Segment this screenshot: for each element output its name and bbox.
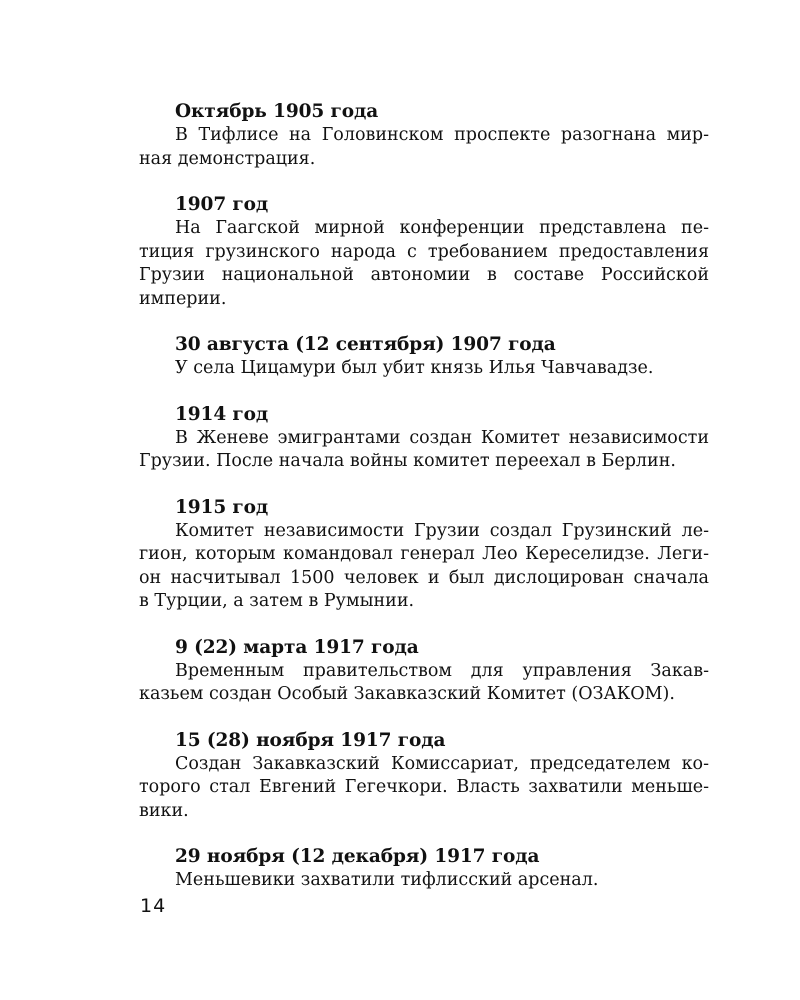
text-line: вики.: [139, 800, 189, 821]
page-number: 14: [140, 895, 167, 917]
chronology-entry: [139, 636, 709, 707]
text-line: Меньшевики захватили тифлисский арсенал.: [175, 870, 599, 890]
chronology-entry: [139, 333, 709, 381]
entry-text: [139, 357, 709, 381]
text-line: У села Цицамури был убит князь Илья Чавчавадзе.: [175, 358, 654, 378]
entry-date: 30 августа (12 сентября) 1907 года: [175, 334, 556, 355]
entry-date: 9 (22) марта 1917 года: [175, 636, 419, 658]
chronology-entry: [139, 403, 709, 474]
entry-text: [139, 427, 709, 474]
text-line: тиция грузинского народа с требованием предоставления: [139, 241, 709, 262]
entry-text: [139, 660, 709, 707]
chronology-content: [139, 100, 709, 915]
text-line: На Гаагской мирной конференции представлена пе-: [175, 218, 709, 238]
text-line: империи.: [139, 288, 227, 309]
entry-text: [139, 753, 709, 824]
entry-date: Октябрь 1905 года: [175, 101, 379, 122]
chronology-entry: [139, 100, 709, 171]
chronology-entry: [139, 193, 709, 311]
text-line: Комитет независимости Грузии создал Грузинский ле-: [175, 520, 709, 541]
text-line: гион, которым командовал генерал Лео Кереселидзе. Леги-: [139, 544, 709, 564]
chronology-entry: [139, 845, 709, 893]
entry-date: 29 ноября (12 декабря) 1917 года: [175, 846, 540, 867]
text-line: в Турции, а затем в Румынии.: [139, 591, 415, 611]
text-line: ная демонстрация.: [139, 148, 316, 169]
chronology-entry: [139, 729, 709, 824]
text-line: Грузии национальной автономии в составе Российской: [139, 265, 709, 285]
text-line: Грузии. После начала войны комитет переехал в Берлин.: [139, 451, 676, 471]
entry-date: 1907 год: [175, 194, 269, 215]
text-line: торого стал Евгений Гегечкори. Власть захватили меньше-: [139, 777, 709, 797]
entry-text: [139, 217, 709, 311]
text-line: Временным правительством для управления Закав-: [175, 660, 709, 681]
entry-text: [139, 124, 709, 171]
text-line: он насчитывал 1500 человек и был дислоцирован сначала: [139, 567, 709, 588]
text-line: В Тифлисе на Головинском проспекте разогнана мир-: [175, 125, 709, 145]
entry-text: [139, 520, 709, 614]
entry-date: 1915 год: [175, 496, 269, 518]
entry-date: 15 (28) ноября 1917 года: [175, 729, 446, 751]
entry-date: 1914 год: [175, 403, 269, 425]
text-line: В Женеве эмигрантами создан Комитет независимости: [175, 427, 709, 448]
text-line: Создан Закавказский Комиссариат, председателем ко-: [175, 753, 709, 774]
entry-text: [139, 869, 709, 893]
text-line: казьем создан Особый Закавказский Комитет (ОЗАКОМ).: [139, 684, 675, 704]
chronology-entry: [139, 496, 709, 614]
